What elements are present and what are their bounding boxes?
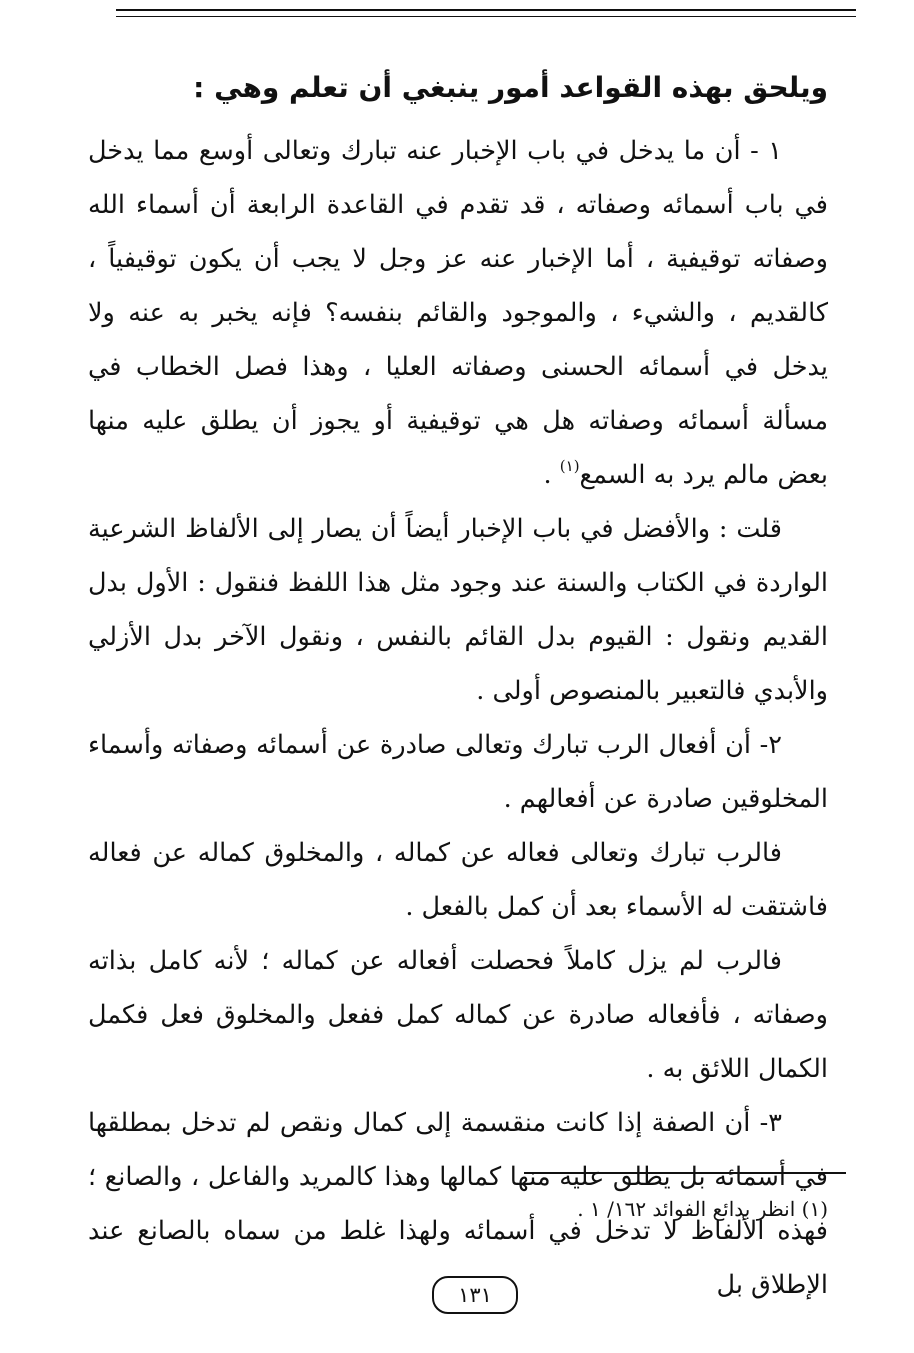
footnote: (١) انظر بدائع الفوائد ١٦٢/ ١ . [577, 1197, 828, 1221]
section-heading: ويلحق بهذه القواعد أمور ينبغي أن تعلم وهي : [193, 71, 828, 104]
paragraph-2: قلت : والأفضل في باب الإخبار أيضاً أن يصار إلى الألفاظ الشرعية الواردة في الكتاب والسنة عند وجود مثل هذا اللفظ فنقول : الأول بدل القديم ونقول : القيوم بدل القائم بالنفس ، ونقول الآخر بدل الأزلي والأبدي فالتعبير بالمنصوص أولى . [88, 514, 828, 706]
paragraph-1-end: . [543, 460, 560, 490]
footnote-separator [524, 1172, 846, 1174]
header-rule [116, 9, 856, 17]
paragraph-4: فالرب تبارك وتعالى فعاله عن كماله ، والمخلوق كماله عن فعاله فاشتقت له الأسماء بعد أن كمل بالفعل . [88, 838, 828, 922]
body-text [88, 124, 828, 1312]
paragraph-3: ٢- أن أفعال الرب تبارك وتعالى صادرة عن أسمائه وصفاته وأسماء المخلوقين صادرة عن أفعالهم . [88, 730, 828, 814]
paragraph-6: ٣- أن الصفة إذا كانت منقسمة إلى كمال ونقص لم تدخل بمطلقها في أسمائه بل يطلق عليه منها كمالها وهذا كالمريد والفاعل ، والصانع ؛ فهذه الألفاظ لا تدخل في أسمائه ولهذا غلط من سماه بالصانع عند الإطلاق بل [88, 1108, 828, 1300]
page-number: ١٣١ [432, 1276, 518, 1314]
paragraph-1 [88, 124, 828, 502]
paragraph-1-text: ١ - أن ما يدخل في باب الإخبار عنه تبارك وتعالى أوسع مما يدخل في باب أسمائه وصفاته ، قد تقدم في القاعدة الرابعة أن أسماء الله وصفاته توقيفية ، أما الإخبار عنه عز وجل لا يجب أن يكون توقيفياً ، كالقديم ، والشيء ، والموجود والقائم بنفسه؟ فإنه يخبر به عنه ولا يدخل في أسمائه الحسنى وصفاته العليا ، وهذا فصل الخطاب في مسألة أسمائه وصفاته هل هي توقيفية أو يجوز أن يطلق عليه منها بعض مالم يرد به السمع [88, 136, 828, 490]
paragraph-5: فالرب لم يزل كاملاً فحصلت أفعاله عن كماله ؛ لأنه كامل بذاته وصفاته ، فأفعاله صادرة عن كماله كمل ففعل والمخلوق فعل فكمل الكمال اللائق به . [88, 946, 828, 1084]
footnote-reference[interactable]: (١) [559, 457, 580, 475]
